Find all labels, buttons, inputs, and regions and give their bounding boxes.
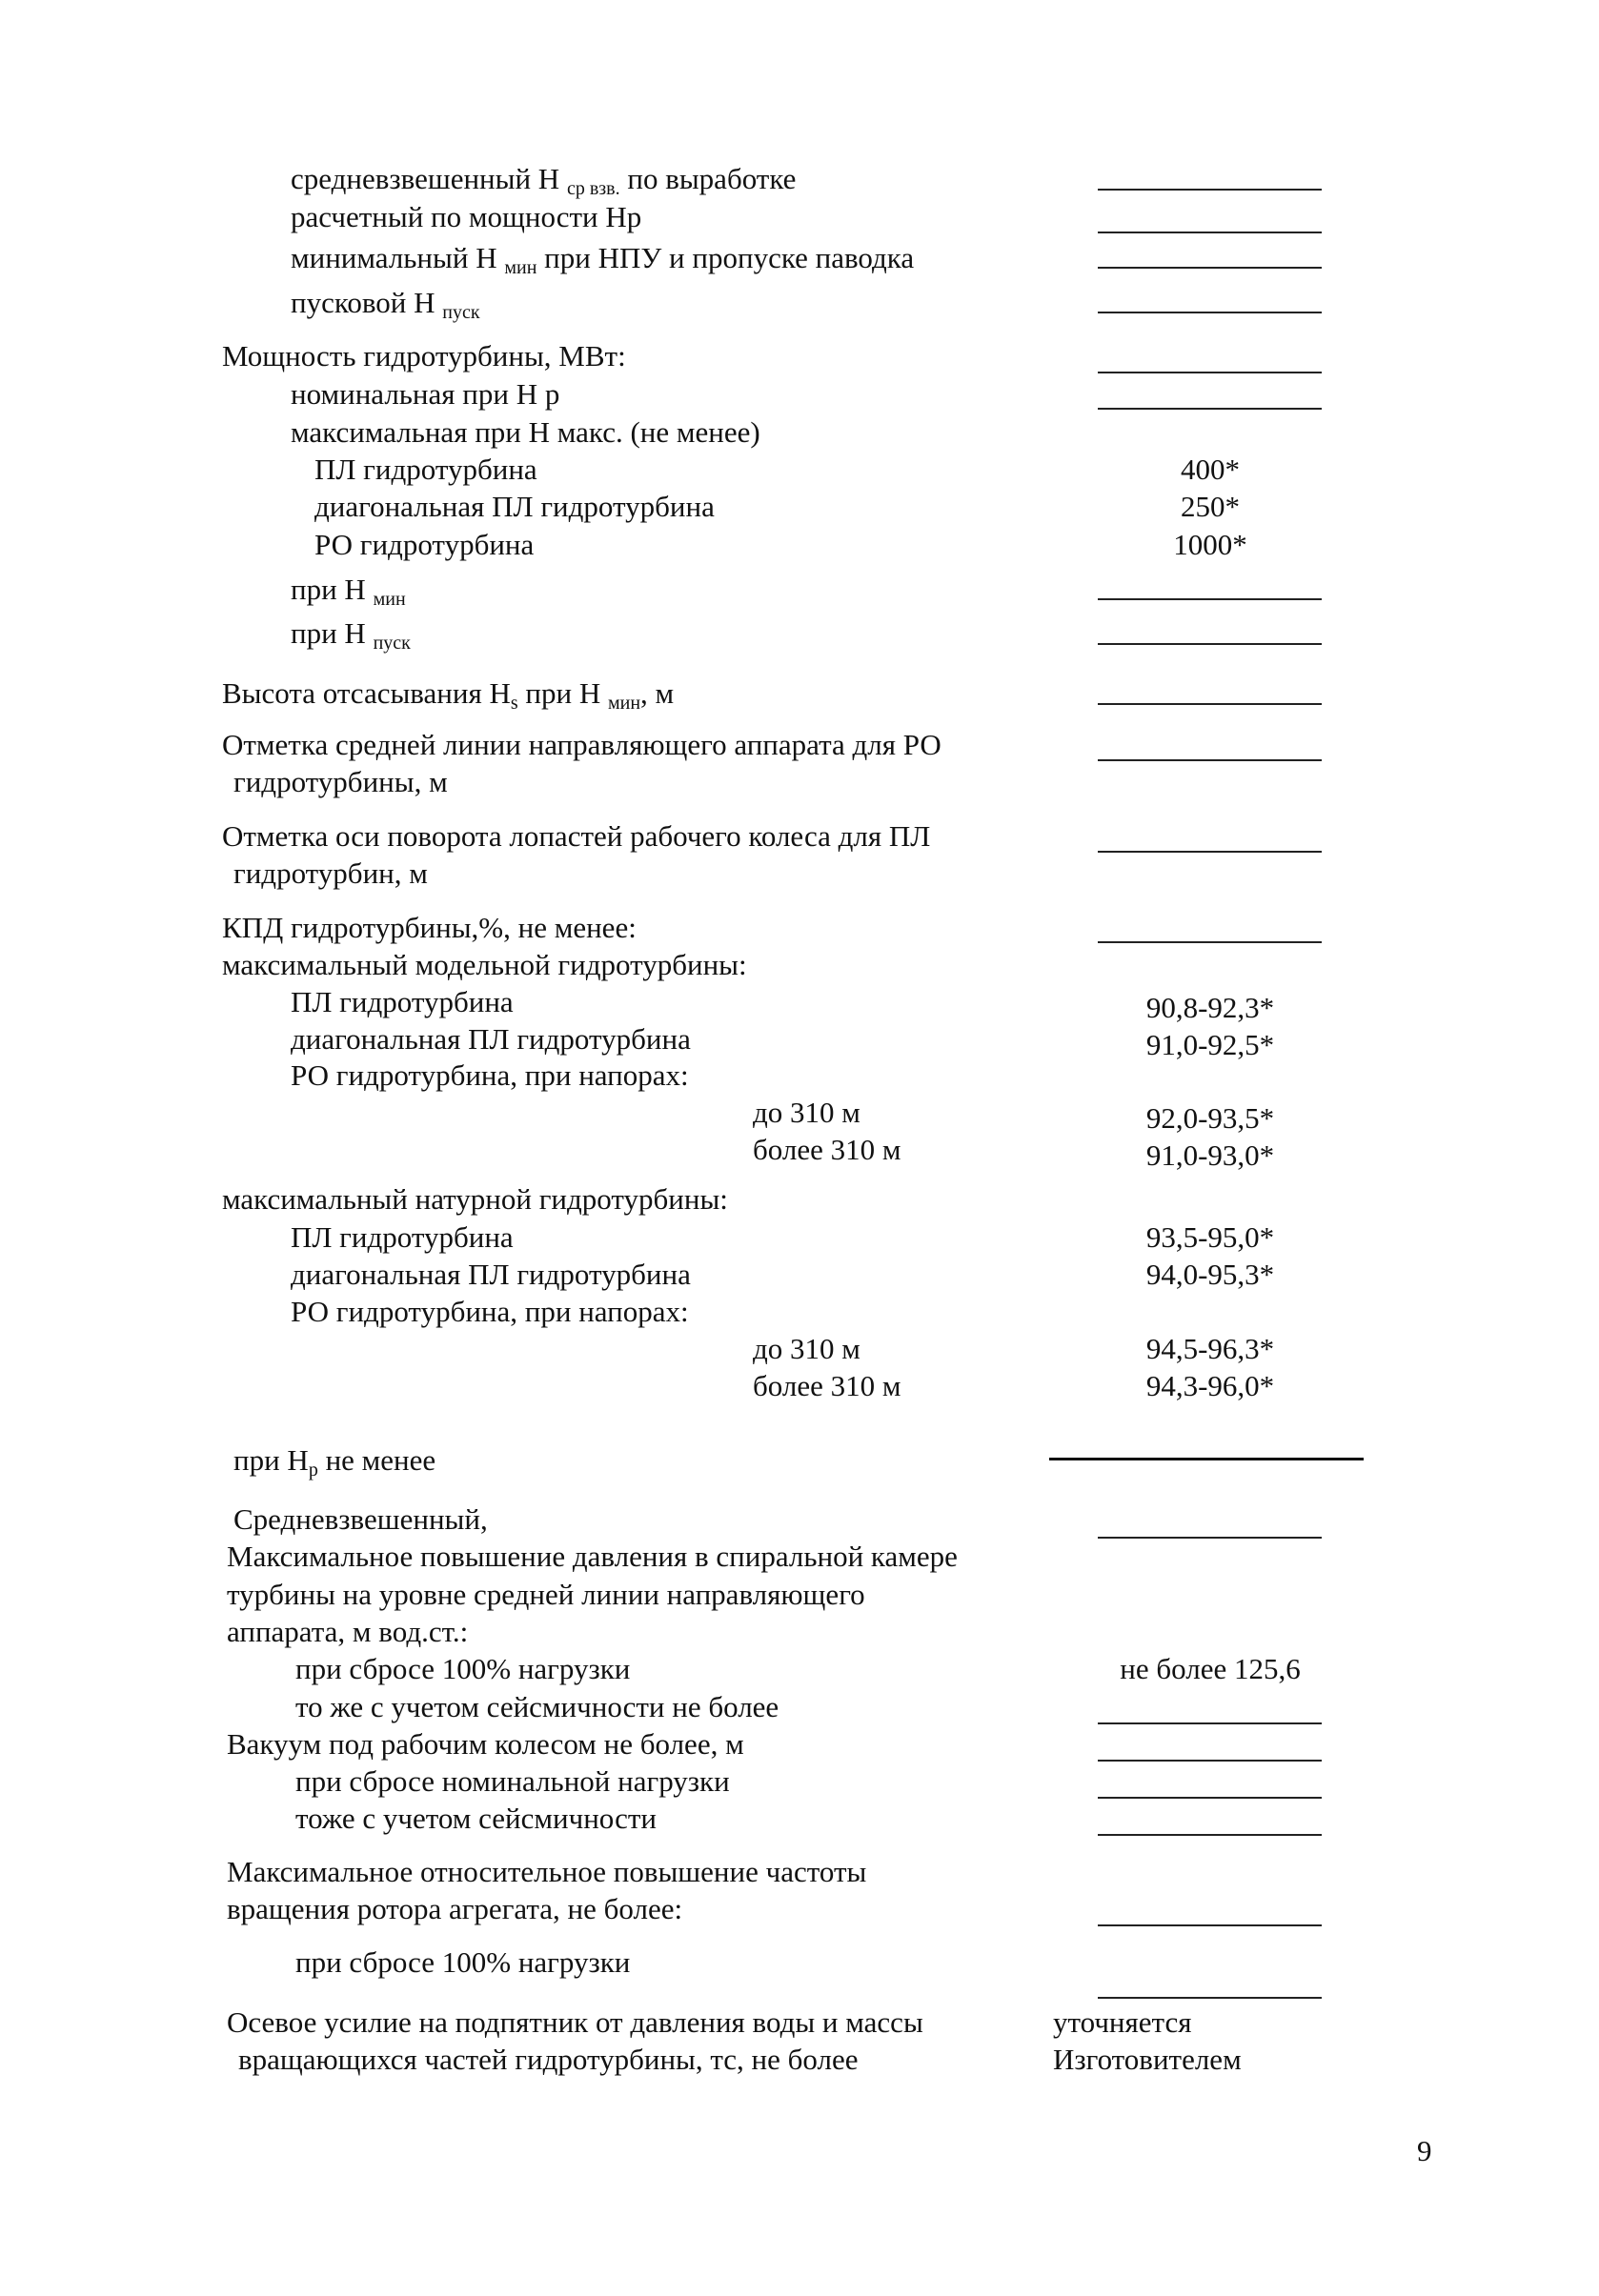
text-line: расчетный по мощности Нр bbox=[291, 200, 642, 233]
blank-field-line bbox=[1098, 1760, 1322, 1762]
blank-field-line bbox=[1098, 312, 1322, 313]
blank-field-line bbox=[1098, 1537, 1322, 1539]
text-line: до 310 м bbox=[753, 1096, 860, 1129]
text-line: при Н $_{мин}$ bbox=[291, 573, 406, 610]
blank-field-line bbox=[1098, 189, 1322, 191]
blank-field-line bbox=[1098, 759, 1322, 761]
blank-field-line bbox=[1098, 1722, 1322, 1724]
text-line: РО гидротурбина, при напорах: bbox=[291, 1058, 689, 1092]
blank-field-line bbox=[1098, 643, 1322, 645]
text-line: диагональная ПЛ гидротурбина bbox=[291, 1022, 691, 1056]
text-line: максимальная при Н макс. (не менее) bbox=[291, 415, 760, 449]
blank-field-line bbox=[1098, 232, 1322, 233]
blank-field-line bbox=[1098, 408, 1322, 410]
text-line: Вакуум под рабочим колесом не более, м bbox=[227, 1727, 744, 1761]
text-line: вращающихся частей гидротурбины, тс, не более bbox=[238, 2043, 859, 2076]
blank-field-line bbox=[1098, 1797, 1322, 1799]
text-line: Максимальное относительное повышение частоты bbox=[227, 1855, 867, 1888]
page-number: 9 bbox=[1417, 2134, 1432, 2167]
text-line: более 310 м bbox=[753, 1133, 901, 1166]
value-cell: 400* bbox=[1181, 453, 1240, 486]
text-line: ПЛ гидротурбина bbox=[314, 453, 537, 486]
section-heading: КПД гидротурбины,%, не менее: bbox=[222, 911, 637, 944]
blank-field-line bbox=[1098, 372, 1322, 373]
text-line: максимальный натурной гидротурбины: bbox=[222, 1182, 728, 1216]
blank-field-line bbox=[1098, 1997, 1322, 1999]
value-cell: 92,0-93,5* bbox=[1145, 1101, 1275, 1135]
text-line: Отметка оси поворота лопастей рабочего колеса для ПЛ bbox=[222, 819, 931, 853]
section-heading: Мощность гидротурбины, МВт: bbox=[222, 339, 626, 373]
text-line: при сбросе номинальной нагрузки bbox=[295, 1764, 730, 1798]
value-cell: 94,3-96,0* bbox=[1145, 1369, 1275, 1402]
value-cell: 1000* bbox=[1173, 528, 1247, 561]
text-line: ПЛ гидротурбина bbox=[291, 985, 514, 1018]
text-line: Максимальное повышение давления в спиральной камере bbox=[227, 1540, 958, 1573]
text-line: до 310 м bbox=[753, 1332, 860, 1365]
value-cell: 250* bbox=[1181, 490, 1240, 523]
blank-field-line bbox=[1098, 598, 1322, 600]
text-line: диагональная ПЛ гидротурбина bbox=[291, 1258, 691, 1291]
text-line: номинальная при Н р bbox=[291, 377, 560, 411]
text-line: РО гидротурбина bbox=[314, 528, 535, 561]
text-line: Осевое усилие на подпятник от давления воды и массы bbox=[227, 2005, 923, 2039]
text-line: Отметка средней линии направляющего аппарата для РО bbox=[222, 728, 941, 761]
text-line: тоже с учетом сейсмичности bbox=[295, 1802, 657, 1835]
text-line: при Н $_{пуск}$ bbox=[291, 616, 411, 654]
value-cell: 93,5-95,0* bbox=[1145, 1220, 1275, 1254]
value-cell: не более 125,6 bbox=[1120, 1652, 1301, 1685]
text-line: средневзвешенный Н $_{ср взв.}$ по выработке bbox=[291, 162, 797, 199]
text-line: РО гидротурбина, при напорах: bbox=[291, 1295, 689, 1328]
blank-field-line bbox=[1098, 1834, 1322, 1836]
text-line: гидротурбины, м bbox=[233, 765, 448, 798]
value-cell: 91,0-92,5* bbox=[1145, 1028, 1275, 1061]
text-line: Высота отсасывания $Н_s$ при Н $_{мин}$, м bbox=[222, 676, 675, 714]
blank-field-line bbox=[1049, 1458, 1364, 1460]
text-line: при $Н_р$ не менее bbox=[233, 1443, 436, 1480]
value-cell: 94,5-96,3* bbox=[1145, 1332, 1275, 1365]
text-line: при сбросе 100% нагрузки bbox=[295, 1652, 631, 1685]
value-cell: Изготовителем bbox=[1053, 2043, 1242, 2076]
blank-field-line bbox=[1098, 851, 1322, 853]
value-cell: 94,0-95,3* bbox=[1145, 1258, 1275, 1291]
value-cell: уточняется bbox=[1053, 2005, 1192, 2039]
text-line: диагональная ПЛ гидротурбина bbox=[314, 490, 715, 523]
text-line: аппарата, м вод.ст.: bbox=[227, 1615, 469, 1648]
text-line: турбины на уровне средней линии направляющего bbox=[227, 1578, 865, 1611]
blank-field-line bbox=[1098, 267, 1322, 269]
blank-field-line bbox=[1098, 941, 1322, 943]
text-line: Средневзвешенный, bbox=[233, 1502, 488, 1536]
text-line: гидротурбин, м bbox=[233, 856, 428, 890]
text-line: пусковой Н $_{пуск}$ bbox=[291, 286, 480, 323]
text-line: максимальный модельной гидротурбины: bbox=[222, 948, 747, 981]
blank-field-line bbox=[1098, 1924, 1322, 1926]
text-line: ПЛ гидротурбина bbox=[291, 1220, 514, 1254]
text-line: более 310 м bbox=[753, 1369, 901, 1402]
text-line: то же с учетом сейсмичности не более bbox=[295, 1690, 779, 1723]
value-cell: 91,0-93,0* bbox=[1145, 1138, 1275, 1172]
text-line: при сбросе 100% нагрузки bbox=[295, 1945, 631, 1979]
blank-field-line bbox=[1098, 703, 1322, 705]
text-line: минимальный Н $_{мин}$ при НПУ и пропуске паводка bbox=[291, 241, 915, 278]
text-line: вращения ротора агрегата, не более: bbox=[227, 1892, 683, 1925]
value-cell: 90,8-92,3* bbox=[1145, 991, 1275, 1024]
